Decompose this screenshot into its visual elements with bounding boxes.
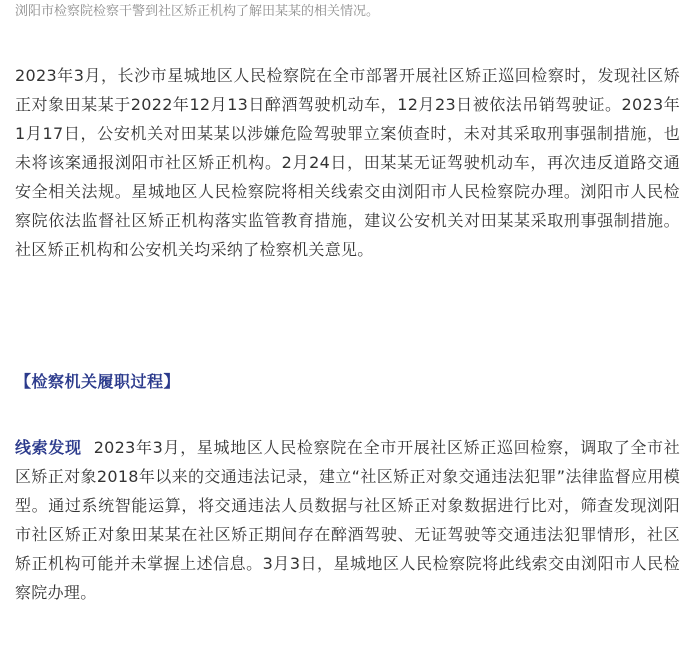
image-caption: 浏阳市检察院检察干警到社区矫正机构了解田某某的相关情况。: [15, 4, 380, 19]
paragraph-body: 2023年3月，星城地区人民检察院在全市开展社区矫正巡回检察，调取了全市社区矫正对象2018年以来的交通违法记录，建立“社区矫正对象交通违法犯罪”法律监督应用模型。通过系统智能运算，将交通违法人员数据与社区矫正对象数据进行比对，筛查发现浏阳市社区矫正对象田某某在社区矫正期间存在醉酒驾驶、无证驾驶等交通违法犯罪情形，社区矫正机构可能并未掌握上述信息。3月3日，星城地区人民检察院将此线索交由浏阳市人民检察院办理。: [15, 438, 681, 602]
section-title: 【检察机关履职过程】: [15, 372, 181, 391]
paragraph-lead-label: 线索发现: [15, 438, 82, 457]
paragraph-clue-discovery: [15, 433, 680, 607]
paragraph-case-summary: 2023年3月，长沙市星城地区人民检察院在全市部署开展社区矫正巡回检察时，发现社区矫正对象田某某于2022年12月13日醉酒驾驶机动车，12月23日被依法吊销驾驶证。2023年1月17日，公安机关对田某某以涉嫌危险驾驶罪立案侦查时，未对其采取刑事强制措施，也未将该案通报浏阳市社区矫正机构。2月24日，田某某无证驾驶机动车，再次违反道路交通安全相关法规。星城地区人民检察院将相关线索交由浏阳市人民检察院办理。浏阳市人民检察院依法监督社区矫正机构落实监管教育措施，建议公安机关对田某某采取刑事强制措施。社区矫正机构和公安机关均采纳了检察机关意见。: [15, 66, 680, 259]
